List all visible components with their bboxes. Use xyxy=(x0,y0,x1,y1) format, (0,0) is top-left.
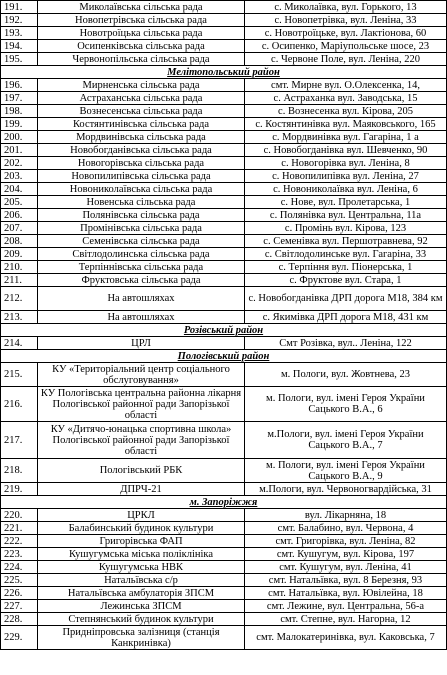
address: с. Промінь вул. Кірова, 123 xyxy=(245,222,447,235)
table-row xyxy=(1,183,447,196)
row-number: 212. xyxy=(1,287,38,311)
section-title: м. Запоріжжя xyxy=(1,496,447,509)
table-row xyxy=(1,131,447,144)
address: м.Пологи, вул. Червоногвардійська, 31 xyxy=(245,483,447,496)
table-row xyxy=(1,196,447,209)
address: м.Пологи, вул. імені Героя України Сацького В.А., 7 xyxy=(245,422,447,459)
address: с. Фруктове вул. Стара, 1 xyxy=(245,274,447,287)
row-number: 203. xyxy=(1,170,38,183)
section-title: Мелітопольський район xyxy=(1,66,447,79)
institution-name: Придніпровська залізниця (станція Канкринівка) xyxy=(38,626,245,650)
row-number: 226. xyxy=(1,587,38,600)
address: с. Астраханка вул. Заводська, 15 xyxy=(245,92,447,105)
table-row xyxy=(1,613,447,626)
table-row xyxy=(1,509,447,522)
table-row xyxy=(1,574,447,587)
institution-name: ЦРЛ xyxy=(38,337,245,350)
row-number: 198. xyxy=(1,105,38,118)
address: м. Пологи, вул. Жовтнева, 23 xyxy=(245,363,447,387)
institution-name: КУ «Дитячо-юнацька спортивна школа» Пологівської районної ради Запорізької області xyxy=(38,422,245,459)
row-number: 196. xyxy=(1,79,38,92)
table-row xyxy=(1,337,447,350)
institution-name: Новопилипівська сільська рада xyxy=(38,170,245,183)
section-row xyxy=(1,496,447,509)
address: смт. Натальївка, вул. 8 Березня, 93 xyxy=(245,574,447,587)
address: с. Семенівка вул. Першотравнева, 92 xyxy=(245,235,447,248)
institution-name: Фруктовська сільська рада xyxy=(38,274,245,287)
row-number: 217. xyxy=(1,422,38,459)
address: с. Новобогданівка вул. Шевченко, 90 xyxy=(245,144,447,157)
address: смт. Кушугум, вул. Леніна, 41 xyxy=(245,561,447,574)
table-row xyxy=(1,105,447,118)
row-number: 202. xyxy=(1,157,38,170)
address: с. Новобогданівка ДРП дорога М18, 384 км xyxy=(245,287,447,311)
institution-name: Степнянський будинок культури xyxy=(38,613,245,626)
address: с. Новогорівка вул. Леніна, 8 xyxy=(245,157,447,170)
address: смт. Натальївка, вул. Ювілейна, 18 xyxy=(245,587,447,600)
table-row xyxy=(1,14,447,27)
address: с. Якимівка ДРП дорога М18, 431 км xyxy=(245,311,447,324)
institution-name: Осипенківська сільська рада xyxy=(38,40,245,53)
table-row xyxy=(1,92,447,105)
address: с. Новопилипівка вул. Леніна, 27 xyxy=(245,170,447,183)
institution-name: Мирненська сільська рада xyxy=(38,79,245,92)
table-row xyxy=(1,144,447,157)
address: с. Новотроїцьке, вул. Лактіонова, 60 xyxy=(245,27,447,40)
institution-name: Новогорівська сільська рада xyxy=(38,157,245,170)
table-row xyxy=(1,157,447,170)
table-row xyxy=(1,483,447,496)
institution-name: Світлодолинська сільська рада xyxy=(38,248,245,261)
row-number: 223. xyxy=(1,548,38,561)
row-number: 225. xyxy=(1,574,38,587)
row-number: 200. xyxy=(1,131,38,144)
row-number: 210. xyxy=(1,261,38,274)
table-row xyxy=(1,422,447,459)
institution-name: КУ Пологівська центральна районна лікарня Пологівської районної ради Запорізької області xyxy=(38,387,245,422)
institution-name: Лежинська ЗПСМ xyxy=(38,600,245,613)
address: смт. Кушугум, вул. Кірова, 197 xyxy=(245,548,447,561)
table-row xyxy=(1,387,447,422)
table-row xyxy=(1,287,447,311)
row-number: 193. xyxy=(1,27,38,40)
row-number: 221. xyxy=(1,522,38,535)
table-row xyxy=(1,118,447,131)
institution-name: Астраханська сільська рада xyxy=(38,92,245,105)
table-row xyxy=(1,311,447,324)
institution-name: Промінівська сільська рада xyxy=(38,222,245,235)
table-row xyxy=(1,79,447,92)
row-number: 211. xyxy=(1,274,38,287)
institution-name: КУ «Територіальний центр соціального обслуговування» xyxy=(38,363,245,387)
institution-name: Кушугумська міська поліклініка xyxy=(38,548,245,561)
row-number: 207. xyxy=(1,222,38,235)
address: с. Новониколаївка вул. Леніна, 6 xyxy=(245,183,447,196)
row-number: 195. xyxy=(1,53,38,66)
table-row xyxy=(1,363,447,387)
table-row xyxy=(1,53,447,66)
table-row xyxy=(1,40,447,53)
row-number: 208. xyxy=(1,235,38,248)
address: смт. Малокатеринівка, вул. Каковська, 7 xyxy=(245,626,447,650)
table-row xyxy=(1,600,447,613)
table-row xyxy=(1,1,447,14)
row-number: 224. xyxy=(1,561,38,574)
row-number: 215. xyxy=(1,363,38,387)
institution-name: Семенівська сільська рада xyxy=(38,235,245,248)
table-row xyxy=(1,626,447,650)
row-number: 199. xyxy=(1,118,38,131)
section-title: Розівський район xyxy=(1,324,447,337)
address: с. Миколаївка, вул. Горького, 13 xyxy=(245,1,447,14)
address: м. Пологи, вул. імені Героя України Сацького В.А., 6 xyxy=(245,387,447,422)
institution-name: Новобогданівська сільська рада xyxy=(38,144,245,157)
institution-name: Мордвинівська сільська рада xyxy=(38,131,245,144)
institution-name: Натальївська амбулаторія ЗПСМ xyxy=(38,587,245,600)
institution-name: Новотроїцька сільська рада xyxy=(38,27,245,40)
institution-name: Натальївська с/р xyxy=(38,574,245,587)
table-row xyxy=(1,27,447,40)
table-row xyxy=(1,248,447,261)
institution-name: На автошляхах xyxy=(38,287,245,311)
addresses-table-body xyxy=(1,1,447,650)
section-row xyxy=(1,350,447,363)
row-number: 209. xyxy=(1,248,38,261)
institution-name: Костянтинівська сільська рада xyxy=(38,118,245,131)
institution-name: Новопетрівська сільська рада xyxy=(38,14,245,27)
institution-name: Новониколаївська сільська рада xyxy=(38,183,245,196)
institution-name: На автошляхах xyxy=(38,311,245,324)
table-row xyxy=(1,459,447,483)
table-row xyxy=(1,222,447,235)
address: с. Вознесенка вул. Кірова, 205 xyxy=(245,105,447,118)
address: с. Терпіння вул. Піонерська, 1 xyxy=(245,261,447,274)
institution-name: ДПРЧ-21 xyxy=(38,483,245,496)
row-number: 220. xyxy=(1,509,38,522)
table-row xyxy=(1,535,447,548)
address: м. Пологи, вул. імені Героя України Сацького В.А., 9 xyxy=(245,459,447,483)
address: с. Осипенко, Маріупольське шосе, 23 xyxy=(245,40,447,53)
address: смт. Балабино, вул. Червона, 4 xyxy=(245,522,447,535)
address: с. Новопетрівка, вул. Леніна, 33 xyxy=(245,14,447,27)
address: смт. Лежине, вул. Центральна, 56-а xyxy=(245,600,447,613)
institution-name: Миколаївська сільська рада xyxy=(38,1,245,14)
address: смт. Степне, вул. Нагорна, 12 xyxy=(245,613,447,626)
institution-name: Новенська сільська рада xyxy=(38,196,245,209)
table-row xyxy=(1,274,447,287)
address: с. Червоне Поле, вул. Леніна, 220 xyxy=(245,53,447,66)
institution-name: ЦРКЛ xyxy=(38,509,245,522)
row-number: 216. xyxy=(1,387,38,422)
row-number: 194. xyxy=(1,40,38,53)
row-number: 222. xyxy=(1,535,38,548)
institution-name: Пологівський РБК xyxy=(38,459,245,483)
table-row xyxy=(1,522,447,535)
row-number: 213. xyxy=(1,311,38,324)
row-number: 205. xyxy=(1,196,38,209)
row-number: 191. xyxy=(1,1,38,14)
table-row xyxy=(1,261,447,274)
row-number: 219. xyxy=(1,483,38,496)
table-row xyxy=(1,587,447,600)
row-number: 214. xyxy=(1,337,38,350)
institution-name: Балабинський будинок культури xyxy=(38,522,245,535)
section-row xyxy=(1,66,447,79)
institution-name: Кушугумська НВК xyxy=(38,561,245,574)
institution-name: Григорівська ФАП xyxy=(38,535,245,548)
section-title: Пологівський район xyxy=(1,350,447,363)
address: вул. Лікарняна, 18 xyxy=(245,509,447,522)
table-row xyxy=(1,170,447,183)
institution-name: Полянівська сільська рада xyxy=(38,209,245,222)
address: с. Мордвинівка вул. Гагаріна, 1 а xyxy=(245,131,447,144)
row-number: 201. xyxy=(1,144,38,157)
institution-name: Вознесенська сільська рада xyxy=(38,105,245,118)
address: смт. Мирне вул. О.Олексенка, 14, xyxy=(245,79,447,92)
table-row xyxy=(1,561,447,574)
table-row xyxy=(1,548,447,561)
address: с. Полянівка вул. Центральна, 11а xyxy=(245,209,447,222)
row-number: 192. xyxy=(1,14,38,27)
row-number: 197. xyxy=(1,92,38,105)
table-row xyxy=(1,235,447,248)
address: с. Костянтинівка вул. Маяковського, 165 xyxy=(245,118,447,131)
section-row xyxy=(1,324,447,337)
address: Смт Розівка, вул.. Леніна, 122 xyxy=(245,337,447,350)
address: с. Світлодолинське вул. Гагаріна, 33 xyxy=(245,248,447,261)
row-number: 218. xyxy=(1,459,38,483)
row-number: 228. xyxy=(1,613,38,626)
address: с. Нове, вул. Пролетарська, 1 xyxy=(245,196,447,209)
address: смт. Григорівка, вул. Леніна, 82 xyxy=(245,535,447,548)
row-number: 206. xyxy=(1,209,38,222)
institution-name: Червонопільська сільська рада xyxy=(38,53,245,66)
row-number: 204. xyxy=(1,183,38,196)
table-row xyxy=(1,209,447,222)
row-number: 227. xyxy=(1,600,38,613)
row-number: 229. xyxy=(1,626,38,650)
institution-name: Терпіннівська сільська рада xyxy=(38,261,245,274)
